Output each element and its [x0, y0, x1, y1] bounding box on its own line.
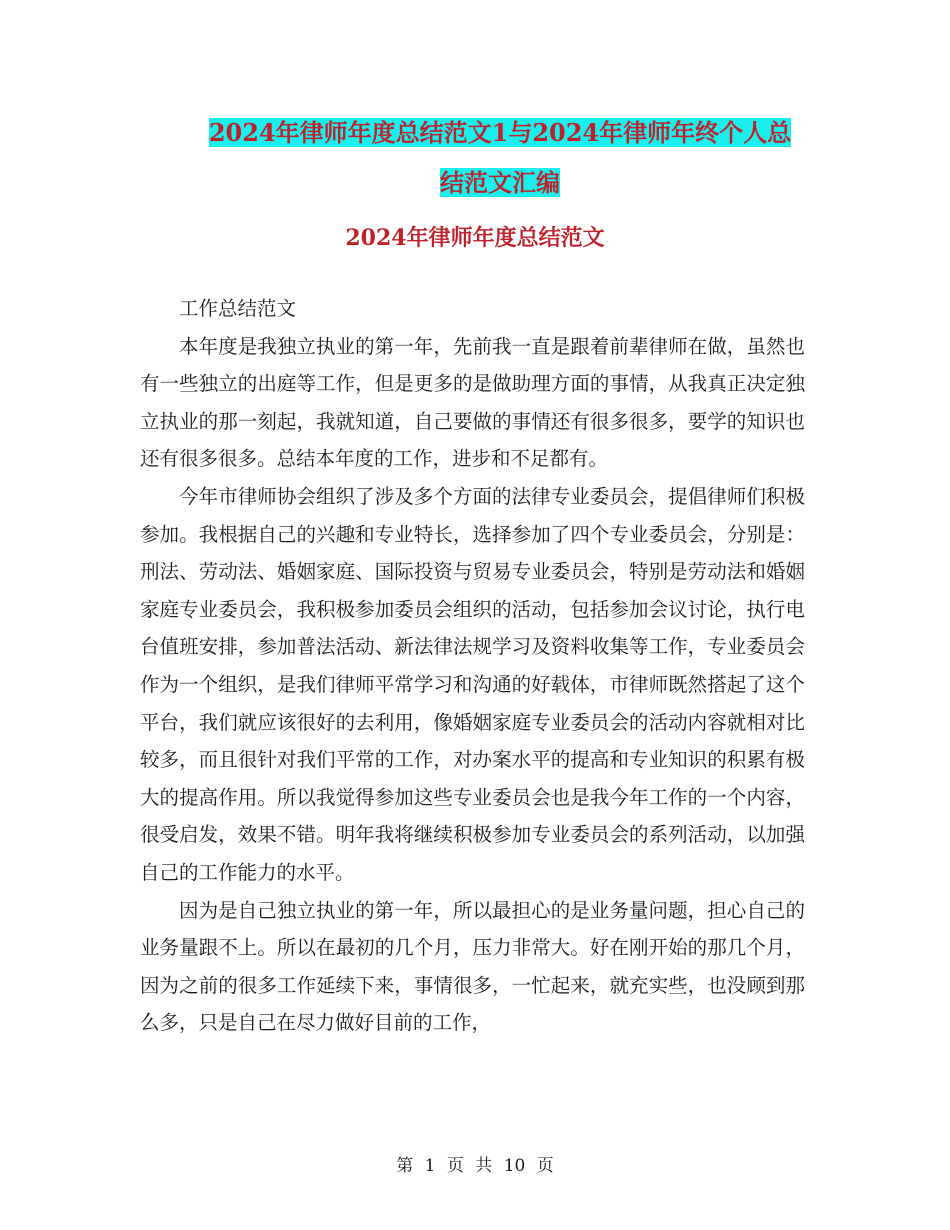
page-number-footer: 第 1 页 共 10 页 — [396, 1156, 554, 1176]
document-title-line-2: 结范文汇编 — [440, 168, 560, 197]
paragraph: 因为是自己独立执业的第一年，所以最担心的是业务量问题，担心自己的业务量跟不上。所以在最初的几个月，压力非常大。好在刚开始的那几个月，因为之前的很多工作延续下来，事情很多，一忙起来，就充实些，也没顾到那么多，只是自己在尽力做好目前的工作， — [140, 898, 805, 1035]
paragraph-subtitle: 工作总结范文 — [179, 297, 297, 320]
document-title — [130, 108, 870, 208]
document-title-line-1: 2024年律师年度总结范文1与2024年律师年终个人总 — [208, 118, 792, 147]
section-heading: 2024年律师年度总结范文 — [345, 225, 605, 251]
paragraph: 今年市律师协会组织了涉及多个方面的法律专业委员会，提倡律师们积极参加。我根据自己的兴趣和专业特长，选择参加了四个专业委员会，分别是：刑法、劳动法、婚姻家庭、国际投资与贸易专业委员会，特别是劳动法和婚姻家庭专业委员会，我积极参加委员会组织的活动，包括参加会议讨论，执行电台值班安排，参加普法活动、新法律法规学习及资料收集等工作，专业委员会作为一个组织，是我们律师平常学习和沟通的好载体，市律师既然搭起了这个平台，我们就应该很好的去利用，像婚姻家庭专业委员会的活动内容就相对比较多，而且很针对我们平常的工作，对办案水平的提高和专业知识的积累有极大的提高作用。所以我觉得参加这些专业委员会也是我今年工作的一个内容，很受启发，效果不错。明年我将继续积极参加专业委员会的系列活动，以加强自己的工作能力的水平。 — [140, 484, 805, 884]
document-body — [140, 290, 805, 1042]
paragraph: 本年度是我独立执业的第一年，先前我一直是跟着前辈律师在做，虽然也有一些独立的出庭等工作，但是更多的是做助理方面的事情，从我真正决定独立执业的那一刻起，我就知道，自己要做的事情还有很多很多，要学的知识也还有很多很多。总结本年度的工作，进步和不足都有。 — [140, 334, 805, 471]
